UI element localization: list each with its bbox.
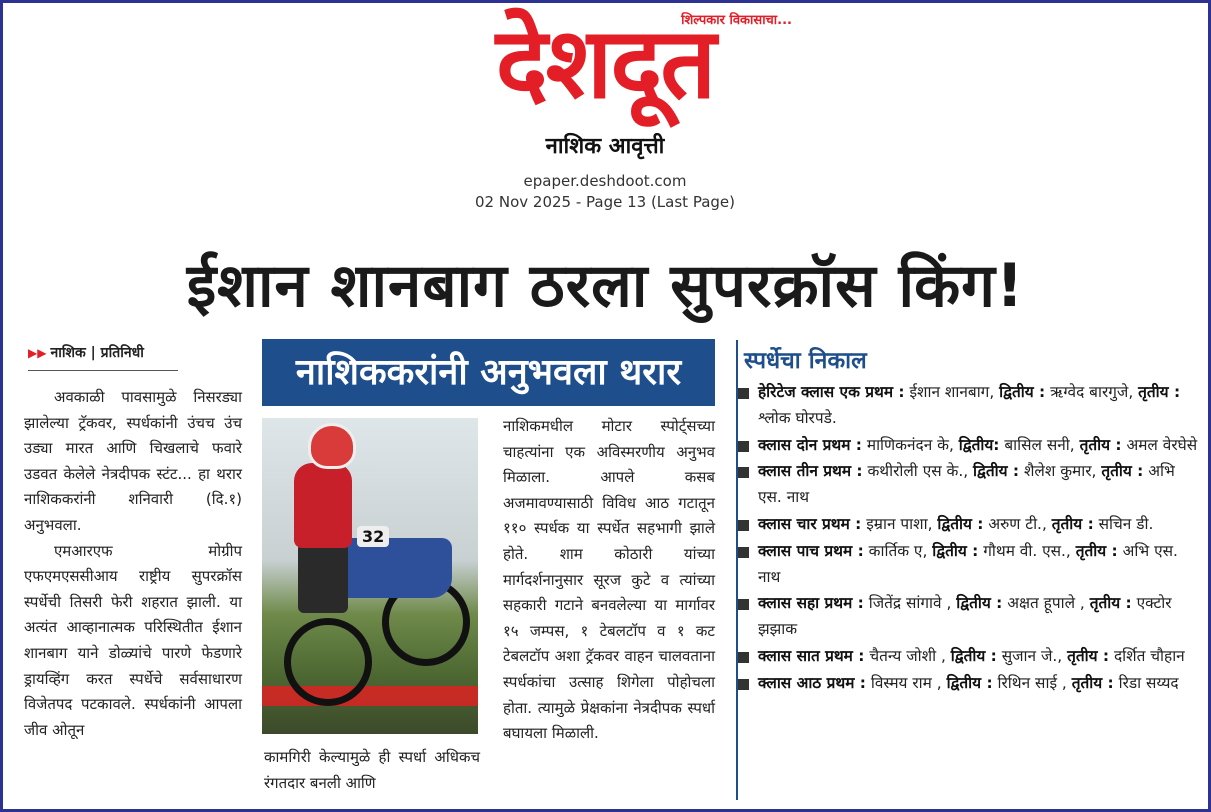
square-bullet-icon (738, 467, 749, 478)
result-second-label: द्वितीय: (958, 435, 1000, 454)
result-third-label: तृतीय : (1075, 541, 1118, 560)
result-first: विस्मय राम , (870, 673, 942, 692)
middle-column-text: नाशिकमधील मोटार स्पोर्ट्सच्या चाहत्यांना एक अविस्मरणीय अनुभव मिळाला. आपले कसब अजमावण्यासाठी विविध आठ गटातून ११० स्पर्धक या स्पर्धेत सहभागी झाले होते. शाम कोठारी यांच्या मार्गदर्शनानुसार सूरज कुटे व त्यांच्या सहकारी गटाने बनवलेल्या या मार्गावर १५ जम्पस, १ टेबलटॉप व १ कट टेबलटॉप अशा ट्रॅकवर वाहन चालवताना स्पर्धकांचा उत्साह शिगेला पोहोचला होता. त्यामुळे प्रेक्षकांना नेत्रदीपक स्पर्धा बघायला मिळाली. (503, 417, 715, 743)
result-third: अभि एस. नाथ (758, 462, 1175, 507)
article-headline: ईशान शानबाग ठरला सुपरक्रॉस किंग! (186, 251, 1025, 321)
result-first: जितेंद्र सांगावे , (868, 594, 952, 613)
result-third-label: तृतीय : (1067, 646, 1110, 665)
rider-pants (298, 543, 348, 613)
result-third: एक्टोर झझाक (758, 594, 1172, 639)
square-bullet-icon (738, 520, 749, 531)
paragraph: अवकाळी पावसामुळे निसरड्या झालेल्या ट्रॅकवर, स्पर्धकांनी उंचच उंच उड्या मारत आणि चिखलाचे फवारे उडवत केलेले नेत्रदीपक स्टंट... हा थरार नाशिककरांनी शनिवारी (दि.१) अनुभवला. (24, 388, 242, 534)
result-third-label: तृतीय : (1089, 594, 1132, 613)
result-second-label: द्वितीय : (937, 514, 984, 533)
result-second: सुजान जे., (1001, 646, 1063, 665)
bike-rear-wheel (284, 618, 372, 706)
result-class: हेरिटेज क्लास एक प्रथम : (758, 383, 905, 401)
square-bullet-icon (738, 547, 749, 558)
result-second: शैलेश कुमार, (1023, 462, 1097, 481)
result-class: क्लास सहा प्रथम : (758, 594, 864, 613)
epaper-date-page: 02 Nov 2025 - Page 13 (Last Page) (475, 193, 735, 211)
result-item (736, 512, 1198, 538)
result-item (736, 380, 1198, 432)
result-first: इम्रान पाशा, (866, 514, 933, 533)
result-third: श्लोक घोरपडे. (758, 408, 837, 427)
bike-number-plate: 32 (357, 526, 389, 547)
newspaper-logo: देशदूत (495, 7, 715, 121)
byline-text: नाशिक | प्रतिनिधी (50, 345, 144, 361)
result-first: माणिकनंदन के, (866, 435, 954, 454)
result-item (736, 671, 1198, 697)
result-first: ईशान शानबाग, (909, 383, 995, 401)
result-third: अमल वेरघेसे (1126, 435, 1198, 454)
result-class: क्लास आठ प्रथम : (758, 673, 866, 692)
result-first: कथीरोली एस के., (867, 462, 969, 481)
result-second: अरुण टी., (988, 514, 1047, 533)
result-item (736, 459, 1198, 511)
edition-name: नाशिक आवृत्ती (545, 134, 665, 159)
article-byline (28, 343, 178, 371)
rider-jersey (294, 463, 352, 548)
result-first: चैतन्य जोशी , (869, 646, 946, 665)
article-subhead: नाशिककरांनी अनुभवला थरार (262, 339, 715, 406)
result-third: सचिन डी. (1098, 514, 1154, 533)
result-third-label: तृतीय : (1101, 462, 1144, 481)
motocross-photo (262, 418, 478, 734)
epaper-url: epaper.deshdoot.com (523, 172, 687, 190)
result-second: ऋग्वेद बारगुजे, (1050, 383, 1134, 401)
rider-helmet (308, 423, 356, 469)
result-class: क्लास दोन प्रथम : (758, 435, 862, 454)
result-item (736, 539, 1198, 591)
result-second: गौथम वी. एस., (983, 541, 1071, 560)
result-third: दर्शित चौहान (1113, 646, 1185, 665)
result-third: अभि एस. नाथ (758, 541, 1178, 586)
result-third-label: तृतीय : (1071, 673, 1114, 692)
result-item (736, 591, 1198, 643)
newspaper-tagline: शिल्पकार विकासाचा... (681, 13, 792, 28)
results-list (736, 380, 1198, 698)
result-third: रिडा सय्यद (1118, 673, 1179, 692)
result-item (736, 433, 1198, 459)
result-second-label: द्वितीय : (973, 462, 1020, 481)
result-class: क्लास तीन प्रथम : (758, 462, 863, 481)
square-bullet-icon (738, 679, 749, 690)
square-bullet-icon (738, 652, 749, 663)
result-second-label: द्वितीय : (950, 646, 997, 665)
photo-follow-text: कामगिरी केल्यामुळे ही स्पर्धा अधिकच रंगतदार बनली आणि (264, 748, 480, 792)
result-third-label: तृतीय : (1138, 383, 1181, 401)
left-column-text (24, 385, 242, 743)
result-class: क्लास पाच प्रथम : (758, 541, 864, 560)
result-second: बासिल सनी, (1004, 435, 1075, 454)
result-class: क्लास चार प्रथम : (758, 514, 862, 533)
square-bullet-icon (738, 441, 749, 452)
result-second: अक्षत हूपाले , (1007, 594, 1085, 613)
result-second: रिथिन साई , (997, 673, 1067, 692)
double-arrow-icon: ▶▶ (28, 346, 47, 360)
result-class: क्लास सात प्रथम : (758, 646, 865, 665)
result-second-label: द्वितीय : (932, 541, 979, 560)
paragraph: एमआरएफ मोग्रीप एफएमएससीआय राष्ट्रीय सुपरक्रॉस स्पर्धेची तिसरी फेरी शहरात झाली. या अत्यंत आव्हानात्मक परिस्थितीत ईशान शानबाग याने डोळ्यांचे पारणे फेडणारे ड्रायव्हिंग करत स्पर्धेचे सर्वसाधारण विजेतपद पटकावले. स्पर्धकांनी आपला जीव ओतून (24, 541, 242, 739)
result-first: कार्तिक ए, (868, 541, 928, 560)
result-third-label: तृतीय : (1079, 435, 1122, 454)
result-second-label: द्वितीय : (999, 383, 1046, 401)
result-third-label: तृतीय : (1051, 514, 1094, 533)
square-bullet-icon (738, 599, 749, 610)
result-second-label: द्वितीय : (946, 673, 993, 692)
results-title: स्पर्धेचा निकाल (744, 348, 867, 374)
square-bullet-icon (738, 388, 749, 399)
result-item (736, 644, 1198, 670)
result-second-label: द्वितीय : (956, 594, 1003, 613)
